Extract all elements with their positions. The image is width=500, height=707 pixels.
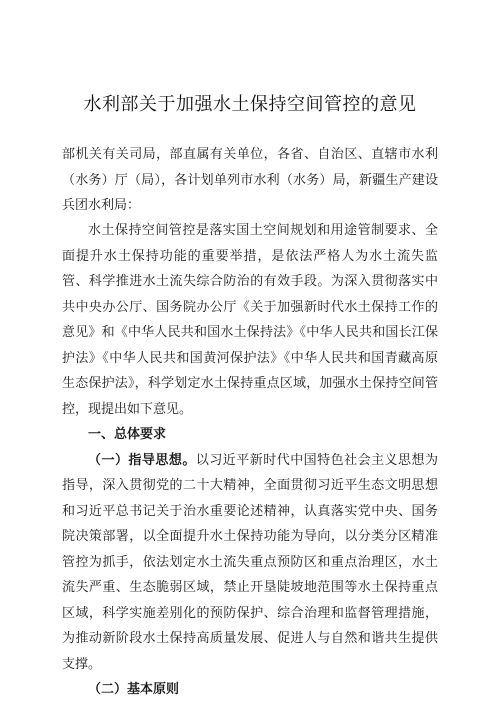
subsection-guiding-ideology xyxy=(62,448,438,678)
subsection-lead: （一）指导思想。 xyxy=(88,452,196,468)
document-title: 水利部关于加强水土保持空间管控的意见 xyxy=(83,94,417,115)
document-body xyxy=(62,218,438,703)
subsection-text: 以习近平新时代中国特色社会主义思想为指导，深入贯彻党的二十大精神，全面贯彻习近平生态文明思想和习近平总书记关于治水重要论述精神，认真落实党中央、国务院决策部署，以全面提升水土保持功能为导向，以分类分区精准管控为抓手，依法划定水土流失重点预防区和重点治理区，水土流失严重、生态脆弱区域，禁止开垦陡坡地范围等水土保持重点区域，科学实施差别化的预防保护、综合治理和监督管理措施，为推动新阶段水土保持高质量发展、促进人与自然和谐共生提供支撑。 xyxy=(62,452,438,672)
subsection-heading-basic-principles: （二）基本原则 xyxy=(88,682,180,697)
section-heading-overall-requirements: 一、总体要求 xyxy=(88,427,167,442)
intro-paragraph: 水土保持空间管控是落实国土空间规划和用途管制要求、全面提升水土保持功能的重要举措，是依法严格人为水土流失监管、科学推进水土流失综合防治的有效手段。为深入贯彻落实中共中央办公厅、国务院办公厅《关于加强新时代水土保持工作的意见》和《中华人民共和国水土保持法》《中华人民共和国长江保护法》《中华人民共和国黄河保护法》《中华人民共和国青藏高原生态保护法》，科学划定水土保持重点区域，加强水土保持空间管控，现提出如下意见。 xyxy=(62,223,438,417)
salutation: 部机关有关司局，部直属有关单位，各省、自治区、直辖市水利（水务）厅（局），各计划单列市水利（水务）局，新疆生产建设兵团水利局： xyxy=(62,147,438,213)
